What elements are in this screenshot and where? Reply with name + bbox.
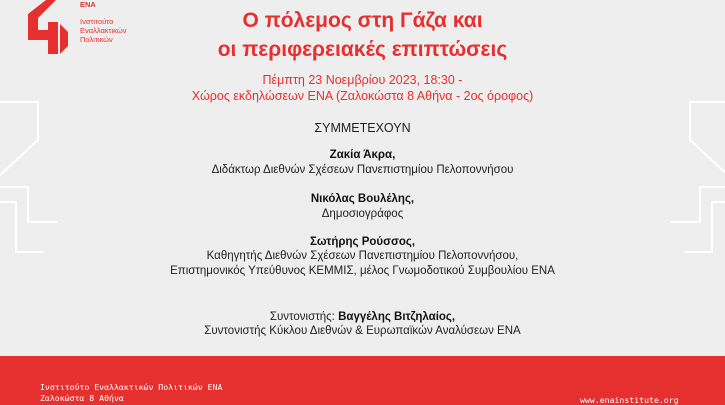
footer-address: Ζαλοκώστα 8 Αθήνα (40, 393, 124, 403)
participants-heading: ΣΥΜΜΕΤΕΧΟΥΝ (314, 121, 411, 135)
moderator-line (0, 311, 725, 323)
participant-3-desc-1: Καθηγητής Διεθνών Σχέσεων Πανεπιστημίου Πελοποννήσου, (206, 250, 519, 262)
footer-url[interactable]: www.enainstitute.org (580, 395, 679, 405)
moderator-label: Συντονιστής: (269, 311, 339, 323)
participant-3-name: Σωτήρης Ρούσσος, (309, 236, 416, 248)
event-venue: Χώρος εκδηλώσεων ΕΝΑ (Ζαλοκώστα 8 Αθήνα - 2ος όροφος) (191, 89, 534, 103)
footer-org: Ινστιτούτο Εναλλακτικών Πολιτικών ΕΝΑ (40, 382, 223, 392)
moderator-desc: Συντονιστής Κύκλου Διεθνών & Ευρωπαϊκών Αναλύσεων ΕΝΑ (204, 325, 521, 337)
title-line-1: Ο πόλεμος στη Γάζα και (242, 9, 483, 32)
brand-line1: Ινστιτούτο (80, 17, 114, 26)
footer-bar (0, 356, 725, 405)
participant-2-desc: Δημοσιογράφος (321, 208, 404, 220)
brand-line3: Πολιτικών (80, 35, 113, 44)
participant-1-name: Ζακία Άκρα, (329, 149, 396, 161)
participant-1-desc: Διδάκτωρ Διεθνών Σχέσεων Πανεπιστημίου Πελοποννήσου (211, 164, 514, 176)
brand-line2: Εναλλακτικών (80, 26, 127, 35)
event-date: Πέμπτη 23 Νοεμβρίου 2023, 18:30 - (262, 73, 463, 87)
moderator-name: Βαγγέλης Βιτζηλαίος, (338, 311, 456, 323)
participant-3-desc-2: Επιστημονικός Υπεύθυνος ΚΕΜΜΙΣ, μέλος Γνωμοδοτικού Συμβουλίου ΕΝΑ (170, 265, 555, 277)
brand-name: ΕΝΑ (80, 0, 96, 9)
participant-2-name: Νικόλας Βουλέλης, (310, 193, 415, 205)
title-line-2: οι περιφερειακές επιπτώσεις (217, 38, 508, 61)
